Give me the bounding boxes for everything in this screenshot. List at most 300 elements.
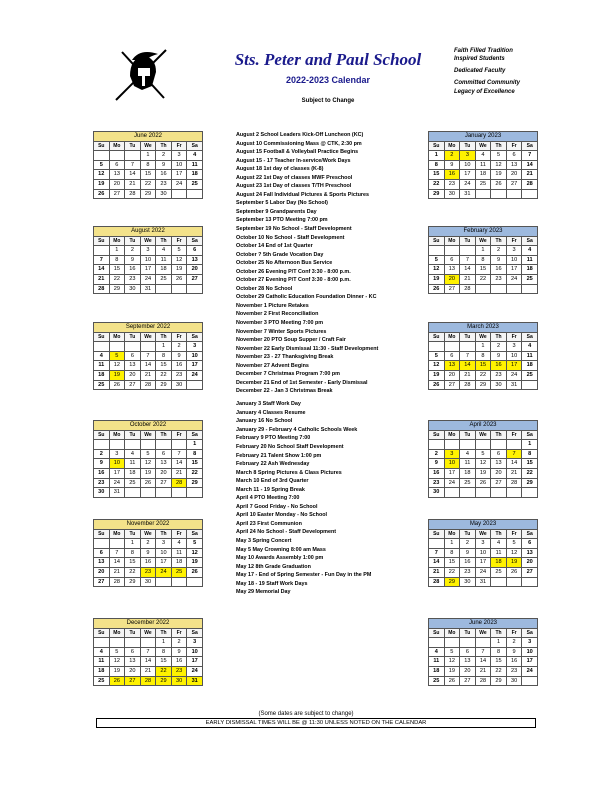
calendar-day: 21 — [460, 274, 476, 284]
calendar-day: 25 — [156, 274, 172, 284]
motto: Legacy of Excellence — [454, 88, 515, 95]
calendar-day: 9 — [491, 351, 507, 361]
event-item: May 3 Spring Concert — [236, 538, 292, 544]
event-item: October 29 Catholic Education Foundation Dinner - KC — [236, 294, 377, 301]
event-item: May 18 - 19 Staff Work Days — [236, 580, 308, 587]
calendar-day: 4 — [94, 647, 110, 657]
calendar-day: 7 — [475, 647, 491, 657]
calendar-day: 11 — [94, 657, 110, 667]
calendar-day: 18 — [522, 265, 538, 275]
calendar-day — [506, 440, 522, 450]
day-header: We — [140, 529, 156, 539]
calendar-day: 23 — [140, 567, 156, 577]
calendar-day: 28 — [94, 284, 110, 294]
day-header: Su — [94, 141, 110, 151]
calendar-day: 15 — [156, 657, 172, 667]
month-name: November 2022 — [94, 520, 203, 530]
calendar-day: 7 — [140, 351, 156, 361]
day-header: Th — [156, 430, 172, 440]
event-item: October 10 No School - Staff Development — [236, 234, 345, 241]
calendar-day: 30 — [171, 676, 187, 686]
event-item: November 23 - 27 Thanksgiving Break — [236, 354, 334, 361]
calendar-day: 29 — [429, 189, 445, 199]
calendar-day: 9 — [156, 160, 172, 170]
day-header: Tu — [460, 141, 476, 151]
calendar-day: 30 — [460, 577, 476, 587]
calendar-day: 11 — [522, 255, 538, 265]
event-item: February 20 No School Staff Development — [236, 443, 344, 450]
calendar-day: 27 — [156, 478, 172, 488]
calendar-day: 29 — [156, 676, 172, 686]
day-header: Tu — [125, 141, 141, 151]
day-header: Tu — [460, 529, 476, 539]
calendar-day: 15 — [475, 265, 491, 275]
calendar-day — [522, 676, 538, 686]
calendar-day: 23 — [491, 274, 507, 284]
day-header: Fr — [171, 141, 187, 151]
calendar-day: 8 — [429, 160, 445, 170]
day-header: Fr — [171, 332, 187, 342]
calendar-day: 7 — [429, 548, 445, 558]
calendar-day: 28 — [460, 380, 476, 390]
calendar-day: 2 — [171, 342, 187, 352]
calendar-day: 15 — [187, 459, 203, 469]
calendar-day: 6 — [460, 647, 476, 657]
calendar-day: 8 — [156, 647, 172, 657]
calendar-day: 10 — [109, 459, 125, 469]
calendar-day: 1 — [109, 246, 125, 256]
day-header: Sa — [187, 141, 203, 151]
calendar-day: 30 — [429, 488, 445, 498]
calendar-day — [444, 638, 460, 648]
calendar-day: 4 — [522, 342, 538, 352]
day-header: Mo — [109, 332, 125, 342]
calendar-day: 6 — [94, 548, 110, 558]
calendar-day: 26 — [171, 274, 187, 284]
calendar-day: 2 — [506, 638, 522, 648]
calendar-day: 8 — [475, 351, 491, 361]
calendar-day — [171, 284, 187, 294]
calendar-day: 8 — [491, 647, 507, 657]
month-name: March 2023 — [429, 323, 538, 333]
calendar-day: 20 — [94, 567, 110, 577]
calendar-day: 12 — [491, 160, 507, 170]
calendar-day: 27 — [460, 676, 476, 686]
event-item: April 7 Good Friday - No School — [236, 503, 318, 510]
calendar-day: 28 — [125, 189, 141, 199]
calendar-day: 11 — [187, 160, 203, 170]
day-header: Sa — [187, 430, 203, 440]
day-header: Th — [491, 628, 507, 638]
calendar-day: 13 — [491, 459, 507, 469]
calendar-day — [460, 638, 476, 648]
calendar-day: 17 — [156, 558, 172, 568]
day-header: Fr — [506, 628, 522, 638]
day-header: We — [475, 430, 491, 440]
calendar-day: 24 — [506, 370, 522, 380]
calendar-day: 8 — [109, 255, 125, 265]
calendar-day: 28 — [140, 380, 156, 390]
event-item: February 22 Ash Wednesday — [236, 461, 310, 468]
calendar-day: 6 — [125, 351, 141, 361]
calendar-day: 19 — [444, 666, 460, 676]
day-header: Su — [429, 236, 445, 246]
calendar-day: 24 — [156, 567, 172, 577]
calendar-day: 31 — [187, 676, 203, 686]
calendar-day: 23 — [444, 179, 460, 189]
calendar-day: 24 — [506, 274, 522, 284]
calendar-day — [522, 380, 538, 390]
day-header: Th — [156, 332, 172, 342]
calendar-day: 11 — [460, 459, 476, 469]
calendar-day: 17 — [171, 170, 187, 180]
day-header: Mo — [444, 529, 460, 539]
day-header: Su — [94, 628, 110, 638]
calendar-day: 8 — [444, 548, 460, 558]
calendar-day: 5 — [506, 539, 522, 549]
day-header: Sa — [522, 430, 538, 440]
calendar-day: 4 — [171, 539, 187, 549]
calendar-day: 9 — [94, 459, 110, 469]
calendar-day: 20 — [109, 179, 125, 189]
calendar-day — [94, 539, 110, 549]
calendar-day — [109, 151, 125, 161]
events-list — [236, 131, 432, 597]
calendar-day: 20 — [156, 468, 172, 478]
month-name: June 2023 — [429, 619, 538, 629]
calendar-day: 18 — [156, 265, 172, 275]
day-header: Su — [429, 141, 445, 151]
calendar-day — [140, 440, 156, 450]
calendar-day — [460, 488, 476, 498]
day-header: Sa — [522, 529, 538, 539]
calendar-day: 7 — [522, 151, 538, 161]
calendar-day: 30 — [140, 577, 156, 587]
calendar-day — [171, 577, 187, 587]
calendar-day: 19 — [94, 179, 110, 189]
calendar-day: 17 — [140, 265, 156, 275]
day-header: Su — [429, 529, 445, 539]
calendar-day: 6 — [109, 160, 125, 170]
calendar-day: 20 — [444, 370, 460, 380]
event-item: August 24 Fall Individual Pictures & Sports Pictures — [236, 191, 369, 198]
calendar-day: 6 — [506, 151, 522, 161]
calendar-day — [125, 440, 141, 450]
calendar-day: 16 — [171, 361, 187, 371]
day-header: We — [475, 141, 491, 151]
calendar-day: 16 — [429, 468, 445, 478]
month-calendar — [428, 131, 538, 199]
day-header: Tu — [460, 236, 476, 246]
calendar-day: 28 — [460, 284, 476, 294]
calendar-day: 13 — [125, 361, 141, 371]
day-header: Tu — [125, 628, 141, 638]
calendar-day — [109, 539, 125, 549]
calendar-day — [187, 284, 203, 294]
calendar-day: 6 — [444, 351, 460, 361]
calendar-day: 20 — [491, 468, 507, 478]
day-header: Mo — [444, 332, 460, 342]
day-header: Th — [491, 141, 507, 151]
calendar-day: 12 — [187, 548, 203, 558]
calendar-day: 23 — [460, 567, 476, 577]
calendar-day: 8 — [140, 160, 156, 170]
calendar-day: 6 — [156, 449, 172, 459]
calendar-day: 20 — [187, 265, 203, 275]
calendar-day: 14 — [429, 558, 445, 568]
day-header: Fr — [171, 236, 187, 246]
calendar-day: 23 — [125, 274, 141, 284]
calendar-day: 31 — [475, 577, 491, 587]
calendar-day: 3 — [171, 151, 187, 161]
calendar-day — [475, 440, 491, 450]
calendar-day: 13 — [109, 170, 125, 180]
calendar-day: 21 — [506, 468, 522, 478]
calendar-day — [109, 342, 125, 352]
calendar-day: 28 — [140, 676, 156, 686]
calendar-day: 26 — [491, 179, 507, 189]
calendar-day: 5 — [94, 160, 110, 170]
calendar-day: 15 — [140, 170, 156, 180]
event-item: December 21 End of 1st Semester - Early Dismissal — [236, 379, 368, 386]
calendar-day: 10 — [140, 255, 156, 265]
event-item: March 11 - 19 Spring Break — [236, 486, 305, 493]
event-item: August 22 1st Day of classes MWF Preschool — [236, 174, 353, 181]
event-item: May 17 - End of Spring Semester - Fun Day in the PM — [236, 572, 372, 579]
calendar-day — [460, 342, 476, 352]
month-calendar — [428, 618, 538, 686]
event-item: November 20 PTO Soup Supper / Craft Fair — [236, 337, 346, 344]
calendar-day: 19 — [506, 558, 522, 568]
calendar-day: 21 — [171, 468, 187, 478]
calendar-day: 22 — [109, 274, 125, 284]
calendar-day — [444, 246, 460, 256]
day-header: Th — [491, 430, 507, 440]
calendar-day: 29 — [156, 380, 172, 390]
calendar-day: 28 — [522, 179, 538, 189]
calendar-day: 10 — [522, 647, 538, 657]
calendar-day: 21 — [140, 370, 156, 380]
calendar-day: 12 — [506, 548, 522, 558]
calendar-day: 11 — [475, 160, 491, 170]
calendar-day: 2 — [429, 449, 445, 459]
calendar-day: 2 — [94, 449, 110, 459]
month-name: December 2022 — [94, 619, 203, 629]
calendar-day — [491, 189, 507, 199]
calendar-day — [156, 488, 172, 498]
calendar-day: 28 — [475, 676, 491, 686]
calendar-day: 18 — [475, 170, 491, 180]
event-item: November 2 First Reconciliation — [236, 311, 319, 318]
calendar-day: 2 — [444, 151, 460, 161]
calendar-day: 12 — [140, 459, 156, 469]
month-calendar — [428, 519, 538, 587]
calendar-day: 23 — [171, 370, 187, 380]
calendar-day: 29 — [491, 676, 507, 686]
calendar-day: 29 — [187, 478, 203, 488]
calendar-day: 12 — [94, 170, 110, 180]
calendar-day: 21 — [522, 170, 538, 180]
calendar-day: 17 — [506, 361, 522, 371]
event-item: October 26 Evening P/T Conf 3:30 - 8:00 p.m. — [236, 268, 351, 275]
calendar-day: 7 — [109, 548, 125, 558]
calendar-day: 26 — [109, 380, 125, 390]
calendar-day: 4 — [94, 351, 110, 361]
calendar-day: 13 — [460, 657, 476, 667]
month-calendar — [428, 226, 538, 294]
calendar-day: 16 — [491, 361, 507, 371]
event-item: February 9 PTO Meeting 7:00 — [236, 435, 311, 442]
calendar-day: 17 — [187, 361, 203, 371]
calendar-day: 6 — [522, 539, 538, 549]
event-item: September 5 Labor Day (No School) — [236, 200, 328, 207]
calendar-day: 13 — [506, 160, 522, 170]
calendar-day: 25 — [475, 179, 491, 189]
calendar-day: 4 — [125, 449, 141, 459]
calendar-day: 13 — [156, 459, 172, 469]
calendar-day: 12 — [109, 361, 125, 371]
calendar-day — [460, 246, 476, 256]
calendar-day — [475, 284, 491, 294]
calendar-day: 26 — [429, 380, 445, 390]
month-name: May 2023 — [429, 520, 538, 530]
day-header: Th — [491, 332, 507, 342]
calendar-day: 6 — [491, 449, 507, 459]
calendar-day: 30 — [506, 676, 522, 686]
calendar-day: 31 — [109, 488, 125, 498]
calendar-day: 10 — [444, 459, 460, 469]
month-name: September 2022 — [94, 323, 203, 333]
calendar-day — [94, 638, 110, 648]
calendar-day: 24 — [187, 666, 203, 676]
calendar-day: 2 — [491, 246, 507, 256]
calendar-day: 21 — [109, 567, 125, 577]
calendar-day: 12 — [429, 265, 445, 275]
calendar-day: 23 — [429, 478, 445, 488]
event-item: October ? 5th Grade Vocation Day — [236, 251, 324, 258]
calendar-day: 5 — [429, 255, 445, 265]
calendar-day: 5 — [429, 351, 445, 361]
month-name: October 2022 — [94, 421, 203, 431]
calendar-day: 27 — [444, 284, 460, 294]
month-calendar — [428, 322, 538, 390]
calendar-day: 29 — [475, 380, 491, 390]
calendar-day: 9 — [460, 548, 476, 558]
calendar-day: 2 — [156, 151, 172, 161]
day-header: Sa — [522, 236, 538, 246]
event-item: January 4 Classes Resume — [236, 409, 306, 416]
calendar-day: 3 — [506, 342, 522, 352]
calendar-day — [156, 284, 172, 294]
calendar-day: 6 — [187, 246, 203, 256]
calendar-day: 4 — [429, 647, 445, 657]
calendar-day: 26 — [429, 284, 445, 294]
calendar-day: 16 — [491, 265, 507, 275]
calendar-day: 19 — [171, 265, 187, 275]
event-item: October 27 Evening P/T Conf 3:30 - 8:00 p.m. — [236, 277, 351, 284]
month-calendar — [93, 420, 203, 498]
calendar-day: 18 — [125, 468, 141, 478]
calendar-day: 27 — [522, 567, 538, 577]
calendar-day: 3 — [140, 246, 156, 256]
calendar-day: 14 — [125, 170, 141, 180]
month-name: June 2022 — [94, 132, 203, 142]
day-header: We — [140, 628, 156, 638]
calendar-day — [156, 577, 172, 587]
calendar-day: 16 — [444, 170, 460, 180]
calendar-day — [140, 342, 156, 352]
calendar-day: 28 — [109, 577, 125, 587]
event-item: December 7 Christmas Program 7:00 pm — [236, 371, 340, 378]
day-header: Mo — [444, 236, 460, 246]
day-header: Mo — [444, 628, 460, 638]
calendar-day: 14 — [140, 361, 156, 371]
calendar-day: 19 — [429, 274, 445, 284]
calendar-day: 26 — [475, 478, 491, 488]
calendar-day: 10 — [171, 160, 187, 170]
motto: Faith Filled Tradition — [454, 48, 513, 54]
calendar-day: 23 — [171, 666, 187, 676]
calendar-day: 9 — [171, 647, 187, 657]
spartan-helmet-logo-icon — [112, 46, 168, 104]
calendar-day: 5 — [140, 449, 156, 459]
calendar-day: 25 — [171, 567, 187, 577]
calendar-day: 22 — [156, 370, 172, 380]
event-item: August 15 - 17 Teacher In-service/Work Days — [236, 157, 351, 164]
calendar-day — [94, 440, 110, 450]
calendar-day: 26 — [94, 189, 110, 199]
day-header: Su — [429, 430, 445, 440]
calendar-day: 28 — [429, 577, 445, 587]
calendar-day — [125, 151, 141, 161]
calendar-day: 1 — [140, 151, 156, 161]
day-header: Mo — [109, 628, 125, 638]
calendar-day — [125, 638, 141, 648]
calendar-day: 14 — [109, 558, 125, 568]
calendar-day: 5 — [171, 246, 187, 256]
calendar-day: 14 — [506, 459, 522, 469]
calendar-day: 10 — [156, 548, 172, 558]
calendar-day: 1 — [156, 638, 172, 648]
calendar-day: 16 — [140, 558, 156, 568]
calendar-day: 2 — [140, 539, 156, 549]
month-calendar — [428, 420, 538, 498]
day-header: Fr — [506, 332, 522, 342]
calendar-day: 13 — [444, 265, 460, 275]
day-header: Su — [94, 430, 110, 440]
calendar-day — [522, 577, 538, 587]
calendar-day: 3 — [187, 342, 203, 352]
calendar-day: 27 — [94, 577, 110, 587]
calendar-day: 10 — [506, 351, 522, 361]
calendar-day: 4 — [460, 449, 476, 459]
event-item: February 21 Talent Show 1:00 pm — [236, 452, 322, 459]
calendar-day: 18 — [429, 666, 445, 676]
day-header: Mo — [109, 236, 125, 246]
day-header: Tu — [125, 430, 141, 440]
calendar-day: 4 — [522, 246, 538, 256]
day-header: Sa — [522, 332, 538, 342]
day-header: Tu — [125, 529, 141, 539]
calendar-day: 19 — [187, 558, 203, 568]
calendar-day — [109, 440, 125, 450]
day-header: Th — [156, 141, 172, 151]
calendar-day: 22 — [187, 468, 203, 478]
calendar-day: 27 — [109, 189, 125, 199]
calendar-day: 8 — [522, 449, 538, 459]
calendar-day: 1 — [491, 638, 507, 648]
calendar-day — [491, 577, 507, 587]
